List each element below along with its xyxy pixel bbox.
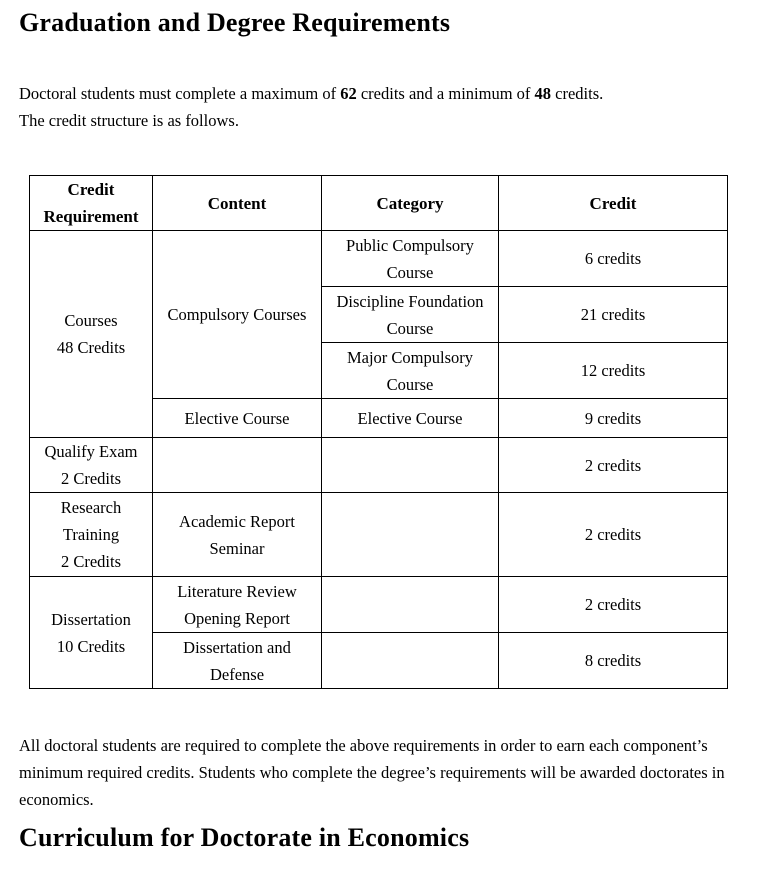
credit-cell: 2 credits — [499, 438, 728, 493]
table-row — [30, 231, 728, 287]
category-cell — [322, 577, 499, 633]
intro-text-4: The credit structure is as follows. — [19, 111, 239, 130]
category-cell — [322, 438, 499, 493]
min-credits-value: 48 — [534, 84, 552, 103]
intro-text-3: credits. — [551, 84, 604, 103]
dissertation-cell: Dissertation 10 Credits — [30, 577, 153, 689]
credit-cell: 6 credits — [499, 231, 728, 287]
intro-text-2: credits and a minimum of — [356, 84, 535, 103]
category-cell — [322, 493, 499, 577]
courses-requirement-cell: Courses 48 Credits — [30, 231, 153, 438]
content-cell — [153, 438, 322, 493]
intro-text-1: Doctoral students must complete a maximum of — [19, 84, 341, 103]
table-row — [30, 577, 728, 633]
intro-paragraph — [19, 80, 739, 134]
category-cell: Major Compulsory Course — [322, 343, 499, 399]
credit-cell: 2 credits — [499, 493, 728, 577]
credit-cell: 8 credits — [499, 633, 728, 689]
category-cell: Discipline Foundation Course — [322, 287, 499, 343]
header-content: Content — [153, 176, 322, 231]
credit-cell: 9 credits — [499, 399, 728, 438]
category-cell — [322, 633, 499, 689]
content-cell: Literature Review Opening Report — [153, 577, 322, 633]
page-title: Graduation and Degree Requirements — [19, 8, 451, 37]
header-category: Category — [322, 176, 499, 231]
table-row — [30, 493, 728, 577]
category-cell: Elective Course — [322, 399, 499, 438]
credit-cell: 2 credits — [499, 577, 728, 633]
content-cell: Academic Report Seminar — [153, 493, 322, 577]
credit-cell: 21 credits — [499, 287, 728, 343]
category-cell: Public Compulsory Course — [322, 231, 499, 287]
qualify-exam-cell: Qualify Exam 2 Credits — [30, 438, 153, 493]
credit-structure-table — [29, 175, 728, 689]
research-training-cell: Research Training 2 Credits — [30, 493, 153, 577]
table-row — [30, 438, 728, 493]
compulsory-courses-cell: Compulsory Courses — [153, 231, 322, 399]
table-header-row — [30, 176, 728, 231]
credit-cell: 12 credits — [499, 343, 728, 399]
max-credits-value: 62 — [340, 84, 357, 103]
content-cell: Dissertation and Defense — [153, 633, 322, 689]
section-title: Curriculum for Doctorate in Economics — [19, 823, 470, 852]
header-credit-requirement: Credit Requirement — [30, 176, 153, 231]
content-cell: Elective Course — [153, 399, 322, 438]
closing-paragraph: All doctoral students are required to complete the above requirements in order to earn each component’s minimum required credits. Students who complete the degree’s requirements will be awarded doctorates in economics. — [19, 736, 725, 809]
header-credit: Credit — [499, 176, 728, 231]
